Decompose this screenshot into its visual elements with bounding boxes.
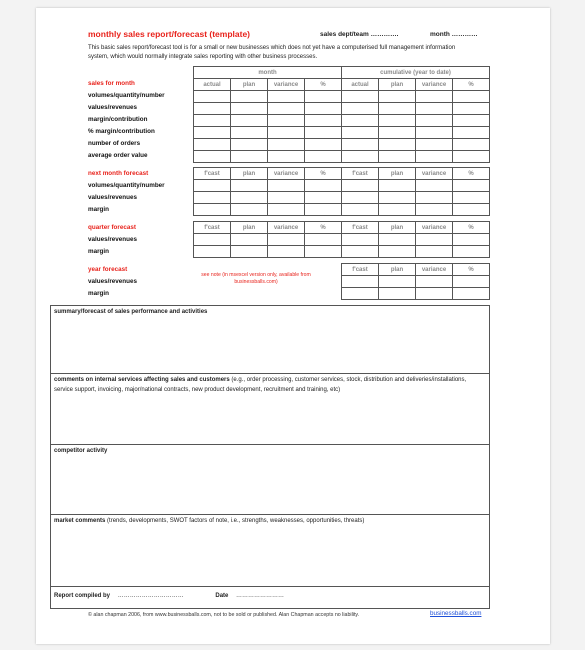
row-label: margin — [88, 248, 109, 255]
col-header: plan — [379, 264, 416, 276]
table-row — [194, 127, 490, 139]
row-label: values/revenues — [88, 104, 138, 111]
row-label: margin — [88, 206, 109, 213]
market-heading: market comments — [54, 518, 106, 524]
col-header: plan — [379, 79, 416, 91]
row-label: average order value — [88, 152, 148, 159]
col-header: plan — [231, 168, 268, 180]
table-row — [342, 288, 490, 300]
col-header: variance — [416, 264, 453, 276]
row-label: values/revenues — [88, 236, 138, 243]
sales-dept-field: sales dept/team …………. — [320, 31, 399, 38]
summary-heading: summary/forecast of sales performance and activities — [54, 309, 208, 315]
year-forecast-note: see note (in msexcel version only, available from businessballs.com) — [201, 272, 311, 285]
table-row — [194, 151, 490, 163]
col-header: f'cast — [194, 168, 231, 180]
col-header: variance — [268, 222, 305, 234]
col-header: f'cast — [342, 168, 379, 180]
row-label: volumes/quantity/number — [88, 92, 165, 99]
col-header: plan — [231, 79, 268, 91]
table-row — [194, 204, 490, 216]
businessballs-link[interactable]: businessballs.com — [430, 610, 482, 617]
col-header: plan — [231, 222, 268, 234]
copyright-footer: © alan chapman 2006, from www.businessballs.com, not to be sold or published. Alan Chapman accepts no liability. — [88, 612, 360, 618]
col-header: f'cast — [194, 222, 231, 234]
intro-text: This basic sales report/forecast tool is for a small or new businesses which does not yet have a computerised full management information system, which would normally integrate sales reporting with other business processes. — [88, 45, 456, 60]
month-group-header: month — [194, 67, 342, 79]
table-row — [194, 139, 490, 151]
market-section[interactable] — [50, 515, 490, 587]
competitor-heading: competitor activity — [54, 448, 108, 454]
row-label: margin — [88, 290, 109, 297]
date-field[interactable]: …………………… — [236, 593, 285, 599]
table-row — [194, 246, 490, 258]
col-header: actual — [342, 79, 379, 91]
table-row — [194, 234, 490, 246]
row-label: values/revenues — [88, 278, 138, 285]
row-label: number of orders — [88, 140, 141, 147]
row-label: values/revenues — [88, 194, 138, 201]
document-title: monthly sales report/forecast (template) — [88, 29, 251, 39]
table-row — [194, 180, 490, 192]
col-header: variance — [416, 222, 453, 234]
col-header: variance — [268, 79, 305, 91]
quarter-forecast-table — [193, 221, 490, 258]
col-header: % — [453, 168, 490, 180]
col-header: % — [453, 222, 490, 234]
col-header: actual — [194, 79, 231, 91]
row-label: margin/contribution — [88, 116, 148, 123]
next-month-heading: next month forecast — [88, 170, 149, 177]
row-label: % margin/contribution — [88, 128, 155, 135]
year-forecast-table — [341, 263, 490, 300]
col-header: plan — [379, 168, 416, 180]
quarter-heading: quarter forecast — [88, 224, 136, 231]
internal-services-heading: comments on internal services affecting sales and customers — [54, 377, 230, 383]
col-header: variance — [416, 79, 453, 91]
table-row — [194, 91, 490, 103]
sales-for-month-table — [193, 66, 490, 163]
internal-services-section[interactable] — [50, 374, 490, 445]
month-field: month ………… — [430, 31, 478, 38]
table-row — [342, 276, 490, 288]
report-compiled-row — [50, 587, 490, 609]
cumulative-group-header: cumulative (year to date) — [342, 67, 490, 79]
col-header: f'cast — [342, 222, 379, 234]
table-row — [194, 192, 490, 204]
table-row — [194, 103, 490, 115]
col-header: % — [305, 222, 342, 234]
col-header: % — [305, 79, 342, 91]
competitor-section[interactable] — [50, 445, 490, 515]
col-header: f'cast — [342, 264, 379, 276]
col-header: plan — [379, 222, 416, 234]
next-month-forecast-table — [193, 167, 490, 216]
row-label: volumes/quantity/number — [88, 182, 165, 189]
compiled-by-field[interactable]: …………………………… — [117, 593, 184, 599]
col-header: variance — [268, 168, 305, 180]
compiled-by-label: Report compiled by — [54, 593, 111, 599]
table-row — [194, 115, 490, 127]
market-hint: (trends, developments, SWOT factors of note, i.e., strengths, weaknesses, opportunities, threats) — [105, 518, 365, 524]
year-heading: year forecast — [88, 266, 128, 273]
col-header: % — [453, 264, 490, 276]
col-header: % — [453, 79, 490, 91]
internal-services-hint: (e.g., order processing, customer services, stock, distribution and deliveries/installations, service support, invoicing, major/national contracts, new product development, recruitment and training, etc) — [54, 377, 467, 393]
date-label: Date — [215, 593, 229, 599]
col-header: % — [305, 168, 342, 180]
col-header: variance — [416, 168, 453, 180]
summary-section[interactable] — [50, 305, 490, 374]
sales-for-month-heading: sales for month — [88, 80, 135, 87]
